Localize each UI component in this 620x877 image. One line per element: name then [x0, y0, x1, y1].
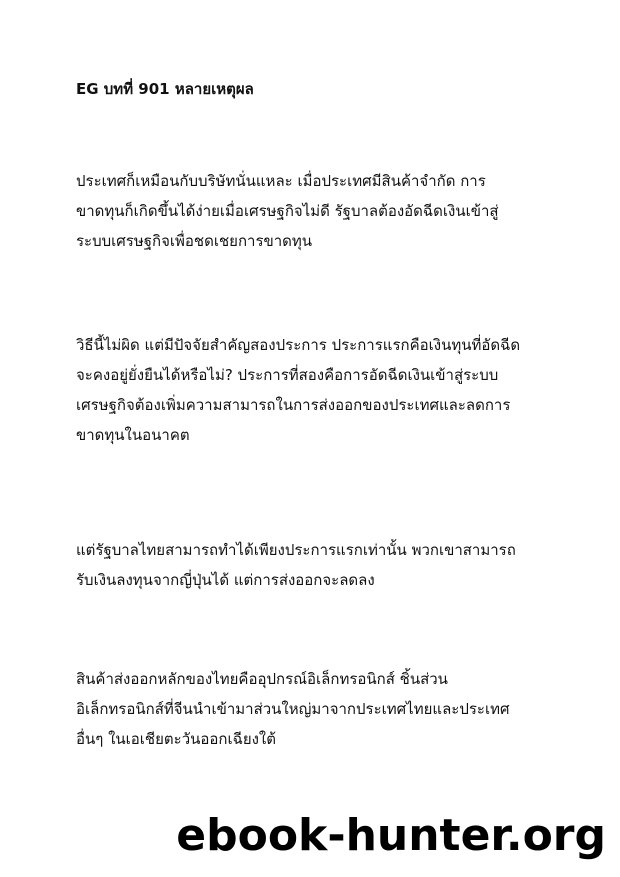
paragraph-4	[76, 664, 556, 754]
paragraph-line: สินค้าส่งออกหลักของไทยคืออุปกรณ์อิเล็กทรอนิกส์ ชิ้นส่วน	[76, 670, 448, 688]
paragraph-line: รับเงินลงทุนจากญี่ปุ่นได้ แต่การส่งออกจะลดลง	[76, 571, 375, 589]
paragraph-line: อื่นๆ ในเอเชียตะวันออกเฉียงใต้	[76, 730, 276, 748]
paragraph-line: ระบบเศรษฐกิจเพื่อชดเชยการขาดทุน	[76, 232, 313, 250]
paragraph-line: จะคงอยู่ยั่งยืนได้หรือไม่? ประการที่สองคือการอัดฉีดเงินเข้าสู่ระบบ	[76, 366, 499, 384]
chapter-title: EG บทที่ 901 หลายเหตุผล	[76, 80, 254, 98]
watermark-text: ebook-hunter.org	[176, 810, 606, 861]
paragraph-line: อิเล็กทรอนิกส์ที่จีนนำเข้ามาส่วนใหญ่มาจากประเทศไทยและประเทศ	[76, 700, 510, 718]
paragraph-line: วิธีนี้ไม่ผิด แต่มีปัจจัยสำคัญสองประการ ประการแรกคือเงินทุนที่อัดฉีด	[76, 336, 521, 354]
paragraph-line: แต่รัฐบาลไทยสามารถทำได้เพียงประการแรกเท่านั้น พวกเขาสามารถ	[76, 541, 516, 559]
paragraph-3	[76, 535, 556, 595]
paragraph-2	[76, 330, 556, 450]
paragraph-1	[76, 166, 556, 256]
paragraph-line: ขาดทุนในอนาคต	[76, 426, 190, 444]
paragraph-line: ขาดทุนก็เกิดขึ้นได้ง่ายเมื่อเศรษฐกิจไม่ดี รัฐบาลต้องอัดฉีดเงินเข้าสู่	[76, 202, 499, 220]
paragraph-line: เศรษฐกิจต้องเพิ่มความสามารถในการส่งออกของประเทศและลดการ	[76, 396, 511, 414]
paragraph-line: ประเทศก็เหมือนกับบริษัทนั่นแหละ เมื่อประเทศมีสินค้าจำกัด การ	[76, 172, 486, 190]
